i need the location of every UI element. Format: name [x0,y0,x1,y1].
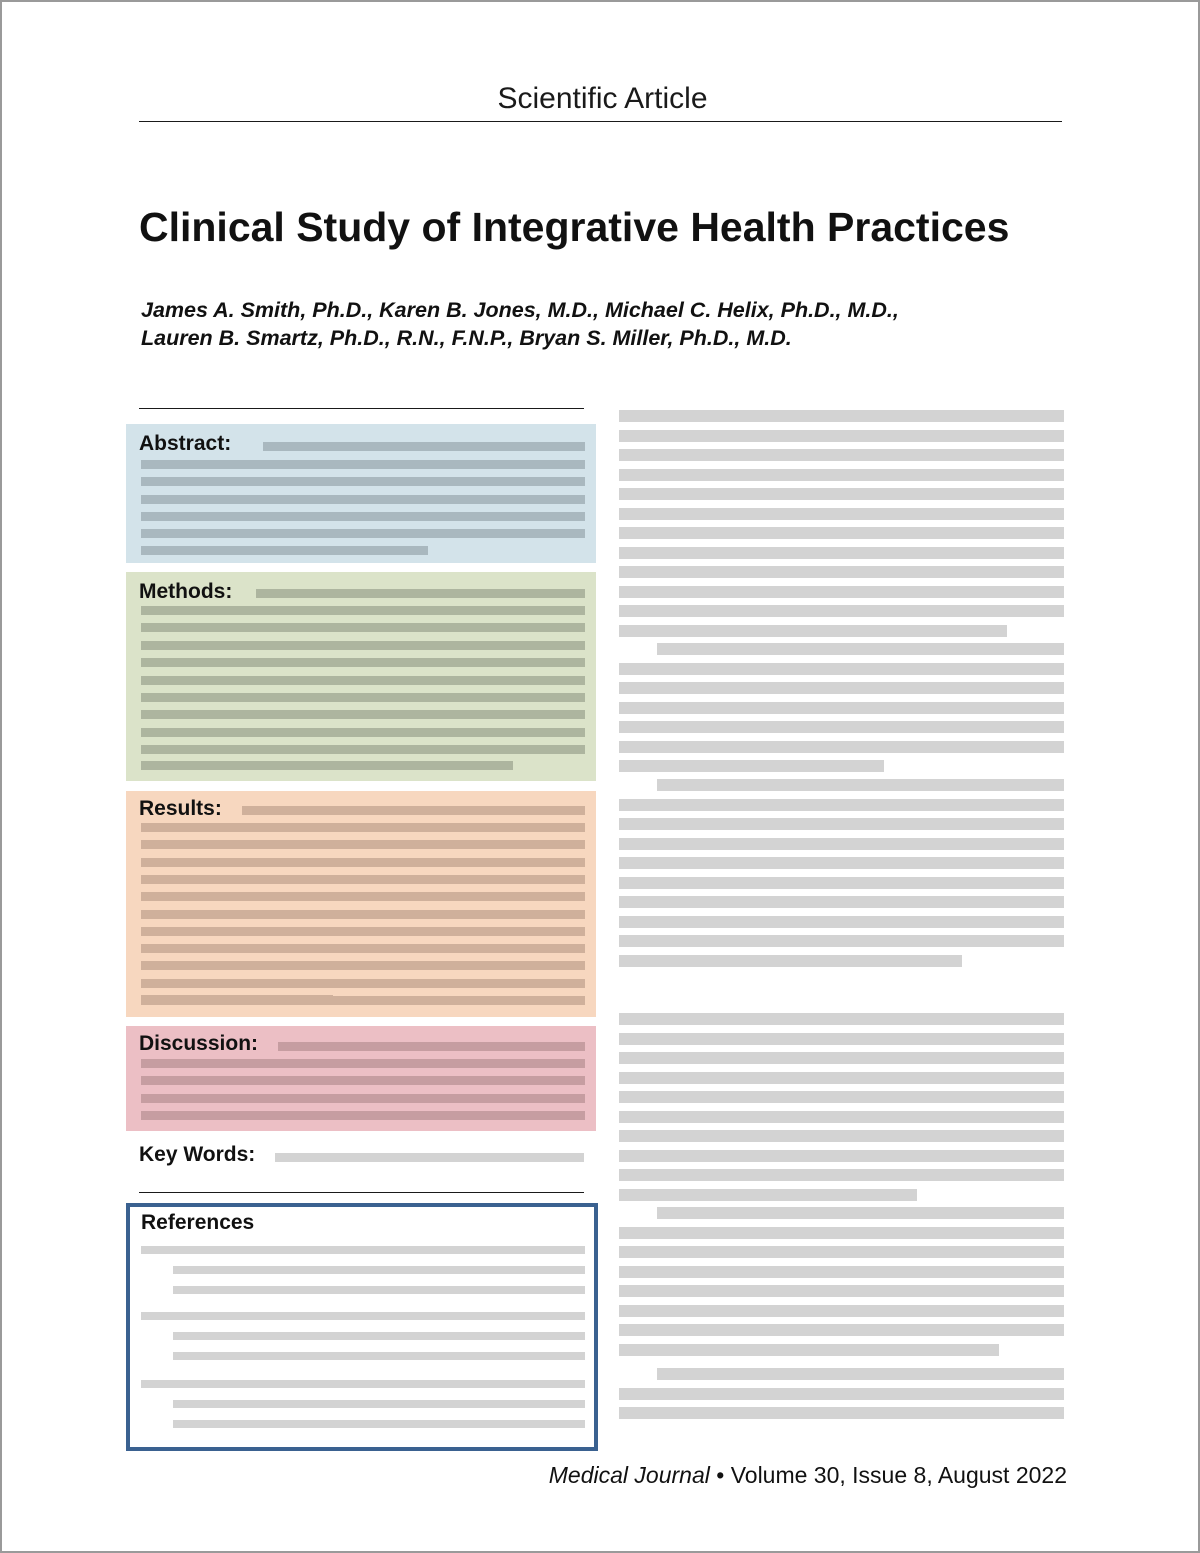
text-line-placeholder [141,477,585,486]
text-line-placeholder [619,488,1064,500]
text-line-placeholder [619,1246,1064,1258]
discussion-label: Discussion: [139,1032,259,1055]
text-line-placeholder [141,1076,585,1085]
left-column-rule [139,408,584,409]
text-line-placeholder [619,1388,1064,1400]
text-line-placeholder [619,760,884,772]
text-line-placeholder [619,935,1064,947]
text-line-placeholder [619,566,1064,578]
text-line-placeholder [141,495,585,504]
results-label: Results: [139,797,222,820]
text-line-placeholder [619,955,962,967]
text-line-placeholder [141,710,585,719]
text-line-placeholder [141,623,585,632]
text-line-placeholder [619,527,1064,539]
text-line-placeholder [619,605,1064,617]
text-line-placeholder [657,643,1064,655]
text-line-placeholder [619,1285,1064,1297]
text-line-placeholder [141,606,585,615]
text-line-placeholder [619,663,1064,675]
text-line-placeholder [141,910,585,919]
results-box [126,791,596,1017]
text-line-placeholder [278,1042,585,1051]
text-line-placeholder [619,1130,1064,1142]
text-line-placeholder [141,745,585,754]
methods-label: Methods: [139,580,233,603]
text-line-placeholder [141,944,585,953]
text-line-placeholder [619,818,1064,830]
text-line-placeholder [619,1266,1064,1278]
keywords-text-line [275,1153,584,1162]
text-line-placeholder [619,1305,1064,1317]
text-line-placeholder [141,961,585,970]
text-line-placeholder [619,449,1064,461]
text-line-placeholder [619,430,1064,442]
text-line-placeholder [619,799,1064,811]
text-line-placeholder [141,995,333,1004]
text-line-placeholder [141,892,585,901]
text-line-placeholder [141,658,585,667]
text-line-placeholder [141,840,585,849]
text-line-placeholder [256,589,585,598]
text-line-placeholder [173,1420,585,1428]
text-line-placeholder [141,728,585,737]
text-line-placeholder [619,682,1064,694]
text-line-placeholder [141,1380,585,1388]
text-line-placeholder [619,547,1064,559]
text-line-placeholder [619,1013,1064,1025]
text-line-placeholder [619,702,1064,714]
article-title: Clinical Study of Integrative Health Practices [139,204,1010,250]
methods-box [126,572,596,781]
text-line-placeholder [619,896,1064,908]
text-line-placeholder [619,469,1064,481]
text-line-placeholder [619,1227,1064,1239]
text-line-placeholder [619,1324,1064,1336]
text-line-placeholder [619,1150,1064,1162]
text-line-placeholder [619,838,1064,850]
text-line-placeholder [173,1352,585,1360]
text-line-placeholder [263,442,585,451]
text-line-placeholder [619,1033,1064,1045]
text-line-placeholder [619,721,1064,733]
text-line-placeholder [141,1059,585,1068]
text-line-placeholder [619,877,1064,889]
text-line-placeholder [242,806,585,815]
text-line-placeholder [619,586,1064,598]
references-box [126,1203,598,1451]
text-line-placeholder [141,512,585,521]
text-line-placeholder [141,529,585,538]
text-line-placeholder [657,1207,1064,1219]
header-rule [139,121,1062,122]
text-line-placeholder [619,857,1064,869]
author-list [141,296,899,352]
journal-footer [462,1462,1067,1489]
text-line-placeholder [141,460,585,469]
text-line-placeholder [141,676,585,685]
text-line-placeholder [619,1344,999,1356]
text-line-placeholder [141,927,585,936]
text-line-placeholder [141,1312,585,1320]
text-line-placeholder [173,1400,585,1408]
keywords-label: Key Words: [139,1143,256,1166]
text-line-placeholder [619,508,1064,520]
section-header: Scientific Article [497,82,708,115]
text-line-placeholder [141,858,585,867]
discussion-box [126,1026,596,1131]
text-line-placeholder [141,823,585,832]
text-line-placeholder [657,779,1064,791]
text-line-placeholder [141,875,585,884]
text-line-placeholder [141,1094,585,1103]
text-line-placeholder [619,1111,1064,1123]
text-line-placeholder [657,1368,1064,1380]
text-line-placeholder [619,625,1007,637]
journal-name: Medical Journal [548,1462,710,1488]
text-line-placeholder [619,1169,1064,1181]
authors-line-1: James A. Smith, Ph.D., Karen B. Jones, M.D., Michael C. Helix, Ph.D., M.D., [141,298,899,322]
text-line-placeholder [141,1111,585,1120]
text-line-placeholder [141,761,513,770]
text-line-placeholder [173,1286,585,1294]
references-label: References [141,1211,255,1234]
authors-line-2: Lauren B. Smartz, Ph.D., R.N., F.N.P., Bryan S. Miller, Ph.D., M.D. [141,326,792,350]
article-page [2,2,1198,1551]
text-line-placeholder [619,916,1064,928]
text-line-placeholder [173,1332,585,1340]
text-line-placeholder [619,1091,1064,1103]
text-line-placeholder [141,979,585,988]
text-line-placeholder [141,546,428,555]
references-rule [139,1192,584,1193]
text-line-placeholder [141,1246,585,1254]
text-line-placeholder [619,1052,1064,1064]
text-line-placeholder [173,1266,585,1274]
text-line-placeholder [141,641,585,650]
issue-info: Volume 30, Issue 8, August 2022 [730,1462,1067,1488]
text-line-placeholder [619,1189,917,1201]
abstract-box [126,424,596,563]
text-line-placeholder [619,410,1064,422]
footer-bullet: • [716,1462,725,1488]
abstract-label: Abstract: [139,432,232,455]
text-line-placeholder [141,693,585,702]
text-line-placeholder [619,1407,1064,1419]
text-line-placeholder [619,1072,1064,1084]
text-line-placeholder [619,741,1064,753]
